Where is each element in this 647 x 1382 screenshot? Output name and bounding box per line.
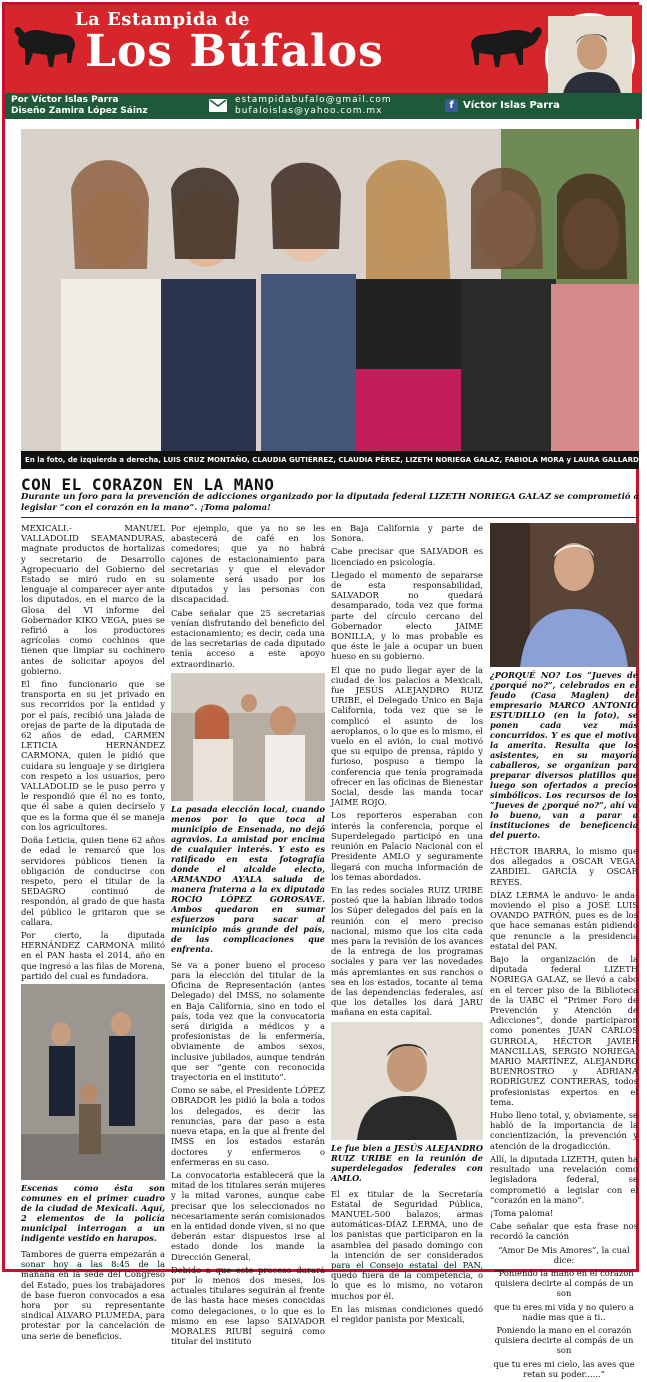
- newspaper-page: [2, 2, 647, 1379]
- song-title: “Amor De Mis Amores”, la cual dice:: [498, 1244, 630, 1265]
- paragraph: DÍAZ LERMA le anduvo- le anda-moviendo el piso a JOSÉ LUIS OVANDO PATRÓN, pues es de los que hace semanas están pidiendo que renuncie a la presidencia estatal del PAN.: [490, 889, 638, 951]
- paragraph: en Baja California y parte de Sonora.: [331, 523, 483, 544]
- paragraph: Doña Leticia, quien tiene 62 años de edad le remarcó que los servidores públicos tienen la obligación de conducirse con respeto, pero el titular de la SEDAGRO continuó de respondón, al grado de que hasta del público le gritaron que se callara.: [21, 835, 165, 927]
- paragraph: Se va a poner bueno el proceso para la elección del titular de la Oficina de Representación (antes Delegado) del IMSS, no solamente en Baja California, sino en todo el país, toda vez que la convocatoria será dirigida a médicos y a profesionistas de la enfermería, obviamente de ambos sexos, inclusive jubilados, aunque tendrán que ser “gente con reconocida trayectoria en el instituto”.: [171, 959, 325, 1083]
- paragraph: Bajo la organización de la diputada federal LIZETH NORIEGA GALAZ, se llevó a cabo en el tercer piso de la Biblioteca de la UABC el “Primer Foro de Prevención y Atención de Adicciones”, donde participaron como ponentes JUAN CARLOS GURROLA, HÉCTOR JAVIER MANCILLAS, SERGIO NORIEGA, MARIO MARTÍNEZ, ALEJANDRO BUENROSTRO y ADRIANA RODRÍGUEZ CONTRERAS, todos profesionistas expertos en el tema.: [490, 954, 638, 1107]
- design-credit: Diseño Zamira López Sáinz: [11, 106, 148, 116]
- paragraph: Cabe precisar que SALVADOR es licenciado en psicología.: [331, 546, 483, 567]
- handshake-photo: [171, 673, 325, 801]
- paragraph: En las redes sociales RUIZ URIBE posteó que la habían librado todos los Súper delegados del país en la reunión con el mero preciso nacional, mismo que los cita cada mes para la revisión de los avances de la entrega de los programas sociales y para ver las novedades más apremiantes en sus ranchos o sea en los estados, tocante al tema de las dependencias federales, así que los detalles los dará JARU mañana en esta capital.: [331, 884, 483, 1018]
- column-2: [171, 523, 325, 1349]
- ruiz-uribe-photo: [331, 1022, 483, 1140]
- photo-caption: La pasada elección local, cuando menos por lo que toca al municipio de Ensenada, no dejó agravios. La amistad por encima de cualquier interés. Y esto es ratificado en esta fotografía donde el alcalde electo, ARMANDO AYALA saluda de manera fraterna a la ex diputada ROCÍO LÓPEZ GOROSAVE. Ambos quedaron en sumar esfuerzos para sacar al municipio más grande del país, de las complicaciones que enfrenta.: [171, 803, 325, 954]
- paragraph: El que no pudo llegar ayer de la ciudad de los palacios a Mexicali, fue JESÚS ALEJANDRO RUIZ URIBE, el Delegado Único en Baja California, toda vez que se le complicó el asunto de los aeroplanos, o lo que es lo mismo, el vuelo en el avión, lo cual motivó que su equipo de prensa, rápido y furioso, pospuso a tiempo la conferencia que tenía programada ofrecer en las oficinas de Bienestar Social, desde las manda tocar JAIME ROJO.: [331, 664, 483, 808]
- bull-silhouette-right-icon: [455, 19, 545, 79]
- paragraph: La convocatoria establecerá que la mitad de los titulares serán mujeres y la mitad varones, aunque cabe precisar que los seleccionados no necesariamente serán comisionados en la entidad donde viven, si no que deberán estar dispuestos irse al estado donde los mande la Dirección General.: [171, 1169, 326, 1262]
- photo-caption: ¿PORQUÉ NO? Los “Jueves de ¿porqué no?”, celebrados en el feudo (Casa Maglen) del empresario MARCO ANTONIO ESTUDILLO (en la foto), se ponen cada vez más concurridos. Y es que el motivo la amerita. Resulta que los asistentes, en su mayoría caballeros, se organizan para preparar diversos platillos que luego son ofertados a precios simbólicos. Los recursos de los “Jueves de ¿porqué no?”, ahí va lo bueno, van a parar a instituciones de beneficencia del puerto.: [490, 670, 638, 840]
- paragraph: El fino funcionario que se transporta en su jet privado en sus recorridos por la entidad y por el país, recibió una jalada de orejas de parte de la diputada de 62 años de edad, CARMEN LETICIA HERNÁNDEZ CARMONA, quien le pidió que cuidara su lenguaje y se dirigiera con respeto a los usuarios, pero VALLADOLID se le puso perro y le respondió que él no es tonto, que él sabe a quien decírselo y que es la forma que él se maneja con los agricultores.: [21, 679, 165, 832]
- police-photo: [21, 984, 165, 1180]
- paragraph: Cabe señalar que 25 secretarias venían disfrutando del beneficio del estacionamiento; es decir, cada una de las secretarias de cada diputado tenía acceso a este apoyo extraordinario.: [171, 607, 325, 669]
- article-dek: Durante un foro para la prevención de adicciones organizado por la diputada federal LIZETH NORIEGA GALAZ se comprometió a legislar “con el corazón en la mano”. ¡Toma paloma!: [21, 492, 639, 513]
- paragraph: MEXICALI.- MANUEL VALLADOLID SEAMANDURAS, magnate productos de hortalizas y secretario de Desarrollo Agropecuario del Gobierno del Estado se miró rudo en su lenguaje al comparecer ayer ante los diputados, en el marco de la Glosa del VI informe del Gobernador KIKO VEGA, pues se refirió a los productores agrícolas como cochinos que tienen que limpiar su cochinero antes de solicitar apoyos del gobierno.: [21, 523, 165, 676]
- paragraph: Llegado el momento de separarse de esta responsabilidad, SALVADOR no quedará desamparado, toda vez que forma parte del círculo cercano del Gobernador electo JAIME BONILLA, y lo mas probable es que éste le jale a ocupar un buen hueso en su gobierno.: [331, 569, 483, 662]
- paragraph: Tambores de guerra empezarán a sonar hoy a las 8:45 de la mañana en la sede del Congreso del Estado, pues los trabajadores de base fueron convocados a esa hora por su representante sindical ÁLVARO PLUMEDA, para protestar por la cancelación de una serie de beneficios.: [21, 1248, 165, 1341]
- photo-caption: Escenas como ésta son comunes en el primer cuadro de la ciudad de Mexicali. Aquí, 2 elementos de la policía municipal interrogan a un indigente vestido en harapos.: [21, 1182, 165, 1243]
- paragraph: En las mismas condiciones quedó el regidor panista por Mexicali,: [331, 1303, 483, 1324]
- email-address-secondary[interactable]: bufaloislas@yahoo.com.mx: [235, 106, 383, 116]
- bull-silhouette-left-icon: [11, 19, 81, 79]
- masthead-main-title: Los Búfalos: [85, 26, 384, 77]
- paragraph: Como se sabe, el Presidente LÓPEZ OBRADOR les pidió la bola a todos los delegados, es decir las renuncias, para dar paso a esta nueva etapa, en la que al frente del IMSS en los estados estarán doctores y enfermeros o enfermeras en su caso.: [171, 1085, 325, 1167]
- paragraph: Allí, la diputada LIZETH, quien ha resultado una revelación como legisladora federal, se comprometió a legislar con el “corazón en la mano”.: [490, 1153, 638, 1205]
- column-4: [490, 523, 638, 1382]
- lyric-line: Poniendo la mano en el corazón quisiera decirte al compás de un son: [494, 1324, 634, 1356]
- facebook-icon: f: [445, 99, 458, 112]
- masthead: [5, 5, 642, 93]
- estudillo-photo: [490, 523, 638, 667]
- paragraph: Hubo lleno total, y, obviamente, se habló de la importancia de la concientización, la prevención y atención de la drogadicción.: [490, 1110, 638, 1151]
- paragraph: ¡Toma paloma!: [490, 1207, 554, 1218]
- lyric-line: que tu eres mi cielo, las aves que retan su poder......”: [493, 1358, 635, 1379]
- paragraph: Por ejemplo, que ya no se les abastecerá de café en los comedores; que ya no habrá cajones de estacionamiento para secretarias y que el elevador solamente será usado por los diputados y las personas con discapacidad.: [171, 523, 325, 605]
- paragraph: Por cierto, la diputada HERNÁNDEZ CARMONA militó en el PAN hasta el 2014, año en que ingresó a las filas de Morena, partido del cual es fundadora.: [21, 929, 165, 981]
- column-1: [21, 523, 165, 1344]
- column-3: [331, 523, 483, 1327]
- main-photo-caption: En la foto, de izquierda a derecha, LUIS CRUZ MONTAÑO, CLAUDIA GUTIÉRREZ, CLAUDIA PÉREZ, LIZETH NORIEGA GALAZ, FABIOLA MORA y LAURA GALLARDO.: [21, 451, 639, 469]
- lyric-line: que tu eres mi vida y no quiero a nadie mas que a ti..: [494, 1301, 634, 1322]
- credits-bar: [5, 93, 642, 119]
- article-headline: CON EL CORAZON EN LA MANO: [21, 475, 275, 494]
- paragraph: HÉCTOR IBARRA, lo mismo que dos allegados a OSCAR VEGA: ZABDIEL GARCÍA y OSCAR REYES.: [490, 846, 638, 887]
- masthead-top-title: La Estampida de: [75, 9, 250, 30]
- facebook-name[interactable]: Víctor Islas Parra: [463, 100, 560, 111]
- paragraph: El ex titular de la Secretaría Estatal de Seguridad Pública, MANUEL-500 balazos, armas automáticas-DÍAZ LERMA, uno de los panistas que participaron en la asamblea del pasado domingo con la intención de ser considerados para el Consejo estatal del PAN, quedó fuera de la competencia, o lo que es lo mismo, no votaron muchos por él.: [331, 1188, 483, 1301]
- paragraph: Cabe señalar que esta frase nos recordó la canción: [490, 1221, 638, 1242]
- mail-icon: [209, 99, 227, 112]
- author-portrait: [545, 13, 635, 103]
- photo-caption: Le fue bien a JESÚS ALEJANDRO RUIZ URIBE en la reunión de superdelegados federales con AMLO.: [331, 1142, 483, 1183]
- email-address-primary[interactable]: estampidabufalo@gmail.com: [235, 95, 392, 105]
- main-group-photo: [21, 129, 639, 467]
- author-credit: Por Víctor Islas Parra: [11, 95, 119, 105]
- divider: [21, 517, 639, 518]
- paragraph: Debido a que este proceso durará por lo menos dos meses, los actuales titulares seguirán al frente de las hasta hace meses conocidas como delegaciones, o lo que es lo mismo en ese lapso SALVADOR MORALES RIUBÍ seguirá como titular del instituto: [171, 1264, 325, 1347]
- lyric-line: “Poniendo la mano en el corazón quisiera decirte al compás de un son: [494, 1267, 634, 1299]
- paragraph: Los reporteros esperaban con interés la conferencia, porque el Superdelegado participó en una reunión en Palacio Nacional con el Presidente AMLO y seguramente llegará con mucha información de los temas abordados.: [331, 810, 483, 882]
